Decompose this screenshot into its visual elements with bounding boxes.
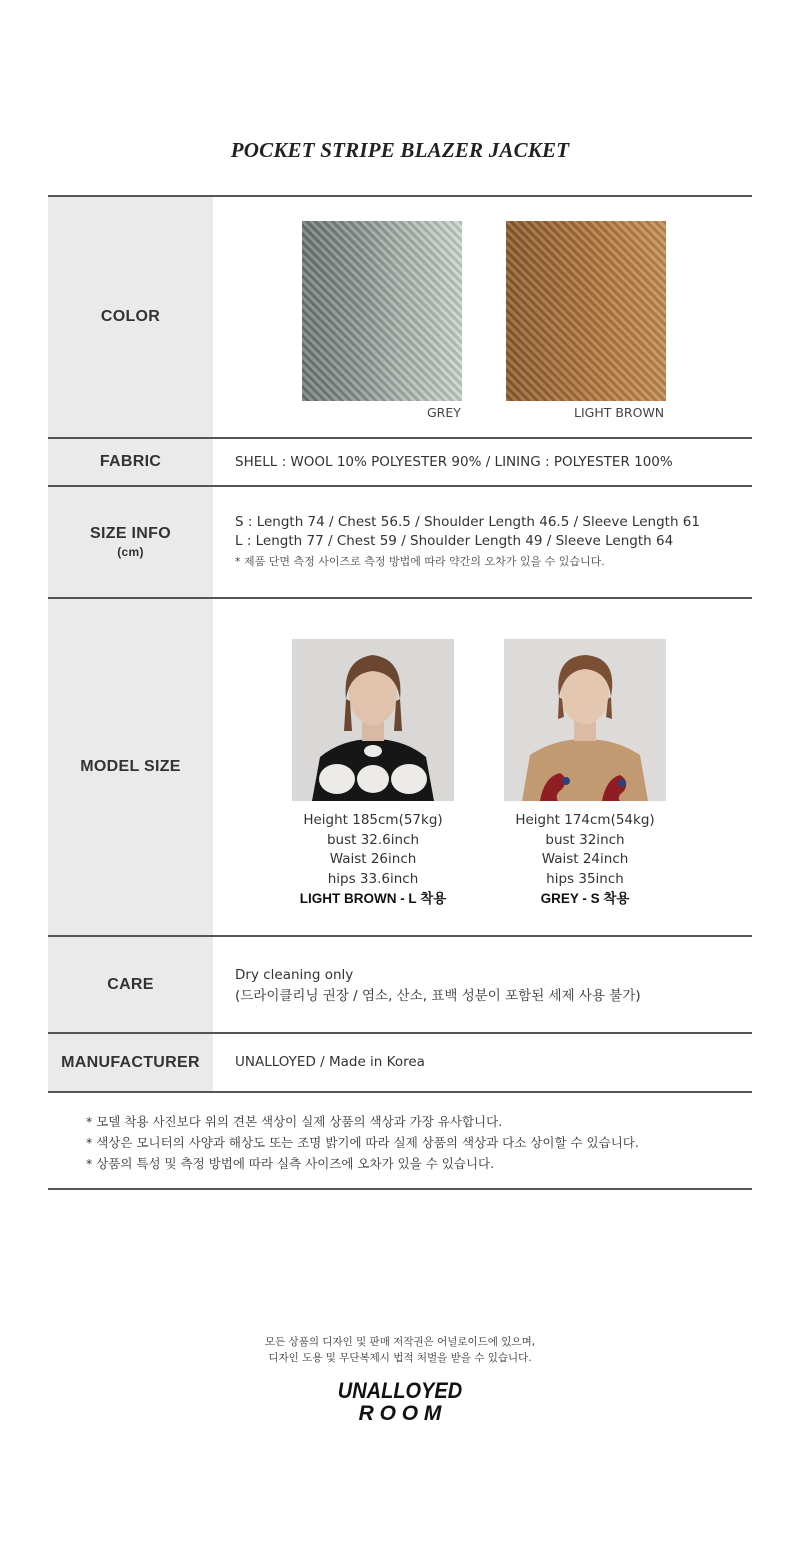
care-line-1: Dry cleaning only [235, 967, 354, 983]
care-row [48, 935, 752, 1032]
care-label: CARE [48, 937, 213, 1032]
model-2-hips: hips 35inch [546, 870, 624, 887]
copyright-notice [0, 1334, 800, 1366]
size-note: * 제품 단면 측정 사이즈로 측정 방법에 따라 약간의 오차가 있을 수 있습니다. [235, 555, 605, 568]
model-2-height: Height 174cm(54kg) [515, 812, 655, 828]
model-1-hips: hips 33.6inch [327, 870, 419, 887]
size-label-text: SIZE INFO [90, 525, 171, 542]
swatch-grey-caption: GREY [427, 405, 461, 420]
model-2-photo [504, 639, 666, 801]
model-1-photo [292, 639, 454, 801]
model-1-info [292, 811, 454, 909]
model-2-waist: Waist 24inch [541, 851, 629, 867]
manufacturer-label: MANUFACTURER [48, 1034, 213, 1091]
size-label [48, 487, 213, 597]
manufacturer-text: UNALLOYED / Made in Korea [235, 1054, 425, 1070]
swatch-grey-image [302, 221, 462, 401]
model-value [213, 599, 752, 935]
manufacturer-row [48, 1032, 752, 1093]
copyright-line-1: 모든 상품의 디자인 및 판매 저작권은 어널로이드에 있으며, [264, 1336, 536, 1348]
size-line-l: L : Length 77 / Chest 59 / Shoulder Length 49 / Sleeve Length 64 [235, 533, 674, 549]
fabric-row [48, 437, 752, 485]
page-title: POCKET STRIPE BLAZER JACKET [230, 138, 570, 162]
fabric-label: FABRIC [48, 439, 213, 485]
model-1-wear: LIGHT BROWN - L 착용 [299, 891, 447, 906]
model-2 [504, 639, 666, 909]
care-line-2: (드라이클리닝 권장 / 염소, 산소, 표백 성분이 포함된 세제 사용 불가) [235, 988, 641, 1004]
color-row [48, 195, 752, 437]
model-1-bust: bust 32.6inch [326, 831, 420, 848]
note-1: * 모델 착용 사진보다 위의 견본 색상이 실제 상품의 색상과 가장 유사합니다. [86, 1114, 503, 1129]
model-2-info [504, 811, 666, 909]
size-line-s: S : Length 74 / Chest 56.5 / Shoulder Length 46.5 / Sleeve Length 61 [235, 514, 700, 530]
model-2-wear: GREY - S 착용 [540, 891, 630, 906]
model-1-waist: Waist 26inch [329, 851, 417, 867]
model-2-bust: bust 32inch [545, 831, 625, 848]
size-label-unit: (cm) [117, 545, 144, 559]
model-row [48, 597, 752, 935]
size-row [48, 485, 752, 597]
care-value [213, 937, 752, 1032]
swatch-light-brown-caption: LIGHT BROWN [574, 405, 665, 420]
note-3: * 상품의 특성 및 측정 방법에 따라 실측 사이즈에 오차가 있을 수 있습니다. [86, 1156, 495, 1171]
model-label: MODEL SIZE [48, 599, 213, 935]
color-value [213, 197, 752, 437]
disclaimer-notes [86, 1111, 639, 1174]
swatch-light-brown [506, 221, 666, 401]
bottom-divider [48, 1188, 752, 1190]
swatch-grey [302, 221, 462, 401]
model-1 [292, 639, 454, 909]
logo-line-1: UNALLOYED [337, 1379, 463, 1404]
logo-line-2: R O O M [358, 1402, 442, 1425]
note-2: * 색상은 모니터의 사양과 해상도 또는 조명 밝기에 따라 실제 상품의 색상과 다소 상이할 수 있습니다. [86, 1135, 639, 1150]
fabric-text: SHELL : WOOL 10% POLYESTER 90% / LINING : POLYESTER 100% [235, 454, 673, 470]
swatch-light-brown-image [506, 221, 666, 401]
color-label: COLOR [48, 197, 213, 437]
unalloyed-room-logo [337, 1376, 463, 1425]
manufacturer-value [213, 1034, 752, 1091]
copyright-line-2: 디자인 도용 및 무단복제시 법적 처벌을 받을 수 있습니다. [268, 1352, 532, 1364]
spec-table [48, 195, 752, 1093]
model-1-height: Height 185cm(57kg) [303, 812, 443, 828]
fabric-value [213, 439, 752, 485]
size-value [213, 487, 752, 597]
